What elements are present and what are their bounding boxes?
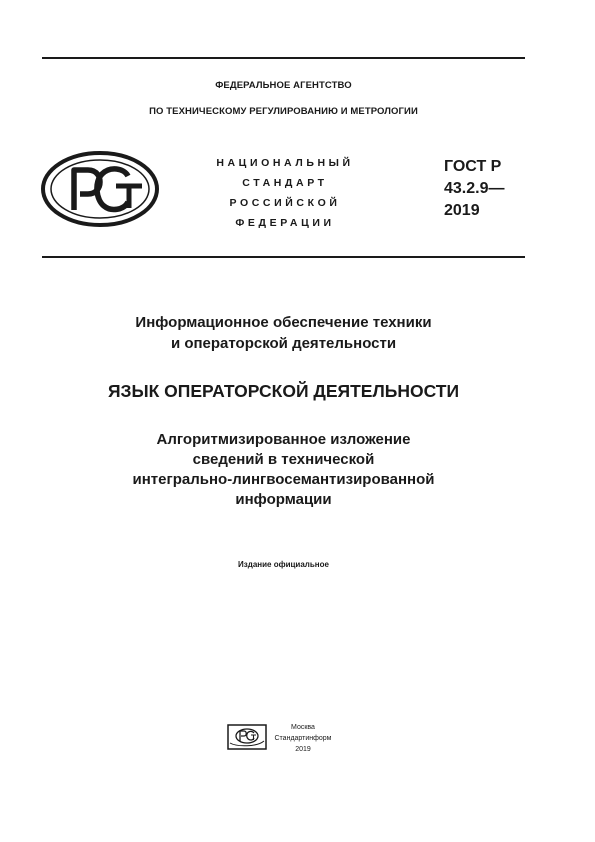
agency-name-line-1: ФЕДЕРАЛЬНОЕ АГЕНТСТВО (215, 80, 352, 91)
publisher-year: 2019 (295, 746, 311, 753)
designation-line-2: 43.2.9— (444, 180, 505, 197)
national-standard-line: НАЦИОНАЛЬНЫЙ (216, 157, 354, 169)
subtitle-line: информации (235, 491, 332, 508)
main-title: ЯЗЫК ОПЕРАТОРСКОЙ ДЕЯТЕЛЬНОСТИ (107, 381, 460, 401)
publisher-name: Стандартинформ (274, 735, 332, 742)
top-rule (42, 57, 525, 59)
national-standard-line: РОССИЙСКОЙ (229, 197, 341, 209)
subtitle-line: интегрально-лингвосемантизированной (132, 471, 435, 488)
subtitle (42, 430, 525, 510)
national-standard-line: СТАНДАРТ (242, 177, 328, 189)
publisher-info (268, 722, 338, 755)
rst-certification-mark-icon (40, 150, 160, 228)
national-standard-line: ФЕДЕРАЦИИ (235, 217, 335, 229)
standartinform-logo-icon (227, 724, 267, 750)
agency-name-line-2: ПО ТЕХНИЧЕСКОМУ РЕГУЛИРОВАНИЮ И МЕТРОЛОГИИ (149, 106, 418, 117)
designation-line-1: ГОСТ Р (444, 158, 502, 175)
subject-line-2: и операторской деятельности (170, 335, 397, 352)
subject-line-1: Информационное обеспечение техники (135, 314, 432, 331)
subtitle-line: сведений в технической (192, 451, 375, 468)
bottom-rule (42, 256, 525, 258)
subtitle-line: Алгоритмизированное изложение (156, 431, 411, 448)
publisher-city: Москва (291, 724, 315, 731)
subject-heading (42, 312, 525, 354)
edition-note: Издание официальное (238, 560, 329, 569)
standard-designation (444, 156, 504, 222)
designation-line-3: 2019 (444, 202, 480, 219)
national-standard-heading (200, 153, 370, 233)
